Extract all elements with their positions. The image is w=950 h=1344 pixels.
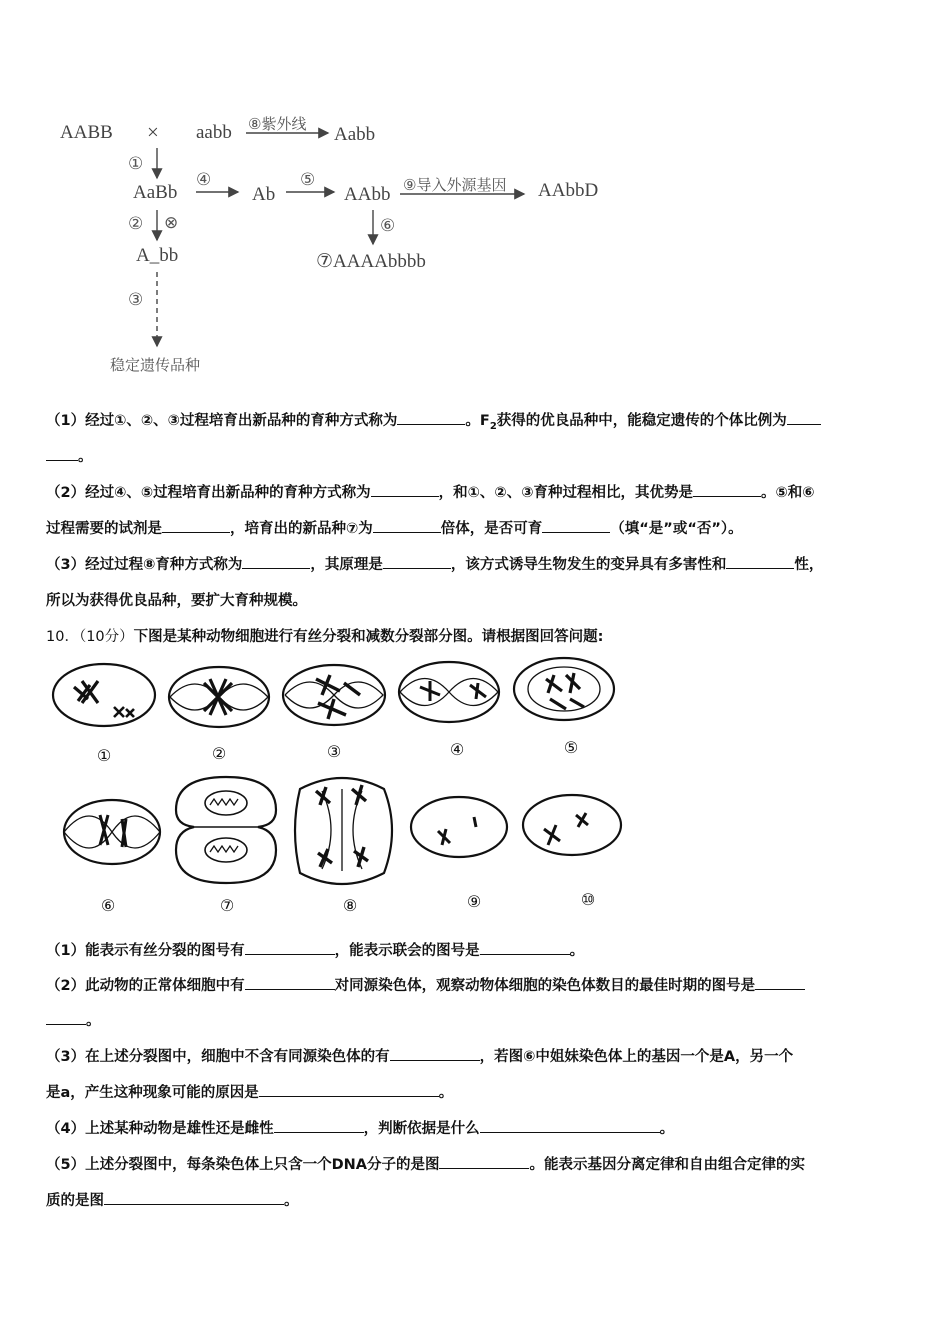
q10-part5-line1: （5）上述分裂图中，每条染色体上只含一个DNA分子的是图 。能表示基因分离定律和自由组合定律的实 xyxy=(46,1148,908,1183)
q10-blank-6[interactable] xyxy=(259,1082,439,1097)
cell-1 xyxy=(53,664,155,765)
q9-part3-line2: 所以为获得优良品种，要扩大育种规模。 xyxy=(46,593,307,609)
q9-blank-2[interactable] xyxy=(787,410,821,425)
q10-part2-line1: （2）此动物的正常体细胞中有 对同源染色体，观察动物体细胞的染色体数目的最佳时期的图号是 xyxy=(46,969,908,1004)
haploid-ab-label: Ab xyxy=(252,184,276,205)
cell-4 xyxy=(399,662,499,759)
cell-label-8: ⑧ xyxy=(342,896,358,915)
q10-blank-2[interactable] xyxy=(480,940,570,955)
parent-aabb-label: AABB xyxy=(60,122,113,143)
cell-label-3: ③ xyxy=(326,742,342,761)
q9-blank-4[interactable] xyxy=(693,482,761,497)
step3-label: ③ xyxy=(128,290,144,310)
q10-number: 10． xyxy=(46,629,79,645)
q10-blank-5[interactable] xyxy=(390,1046,480,1061)
q10-part3-line2: 是a，产生这种现象可能的原因是 。 xyxy=(46,1076,908,1111)
q9-part3-line1: （3）经过过程⑧育种方式称为 ，其原理是 ，该方式诱导生物发生的变异具有多害性和 性， xyxy=(46,548,908,583)
q9-part1-line1: （1）经过①、②、③过程培育出新品种的育种方式称为 。$F_2$获得的优良品种中，能稳定遗传的个体比例为 xyxy=(46,404,908,444)
selfing-icon: ⊗ xyxy=(164,213,179,233)
q9-blank-6[interactable] xyxy=(373,518,441,533)
q10-blank-1[interactable] xyxy=(245,940,335,955)
q10-blank-7[interactable] xyxy=(274,1118,364,1133)
step6-label: ⑥ xyxy=(380,216,396,236)
cell-label-7: ⑦ xyxy=(219,896,235,915)
step4-label: ④ xyxy=(196,170,212,190)
doubled-aabb-label: AAbb xyxy=(344,184,391,205)
q10-blank-3[interactable] xyxy=(245,975,335,990)
cell-8 xyxy=(295,778,392,915)
q10-part4: （4）上述某种动物是雄性还是雌性 ，判断依据是什么 。 xyxy=(46,1112,908,1147)
q9-blank-1[interactable] xyxy=(397,410,465,425)
cell-label-2: ② xyxy=(211,744,227,763)
scheme-arrows xyxy=(0,0,950,400)
cell-label-6: ⑥ xyxy=(100,896,116,915)
q9-part2-line1: （2）经过④、⑤过程培育出新品种的育种方式称为 ，和①、②、③育种过程相比，其优势是 。⑤和⑥ xyxy=(46,476,908,511)
q9-blank-3[interactable] xyxy=(371,482,439,497)
q10-blank-10[interactable] xyxy=(104,1190,284,1205)
q10-blank-9[interactable] xyxy=(439,1154,529,1169)
step9-label: ⑨导入外源基因 xyxy=(403,176,507,194)
q10-part2-line2: 。 xyxy=(46,1004,908,1039)
cell-7 xyxy=(176,777,276,915)
q9-blank-2-cont[interactable] xyxy=(46,446,78,461)
cell-10 xyxy=(523,795,621,909)
cell-label-1: ① xyxy=(96,746,112,765)
cell-9 xyxy=(411,797,507,911)
cell-label-9: ⑨ xyxy=(466,892,482,911)
f1-aabb-label: AaBb xyxy=(133,182,178,203)
tetraploid-label: ⑦AAAAbbbb xyxy=(316,251,426,272)
q9-blank-8[interactable] xyxy=(242,554,310,569)
q9-blank-9[interactable] xyxy=(383,554,451,569)
q10-stem: 10．（10分）下图是某种动物细胞进行有丝分裂和减数分裂部分图。请根据图回答问题: xyxy=(46,629,604,645)
step5-label: ⑤ xyxy=(300,170,316,190)
mutant-aabb-label: Aabb xyxy=(334,124,376,145)
parent-aabb2-label: aabb xyxy=(196,122,232,143)
q10-blank-4-cont[interactable] xyxy=(46,1010,86,1025)
q9-blank-7[interactable] xyxy=(542,518,610,533)
q10-part1: （1）能表示有丝分裂的图号有 ，能表示联会的图号是 。 xyxy=(46,934,908,969)
step2-label: ② xyxy=(128,214,144,234)
cell-label-5: ⑤ xyxy=(563,738,579,757)
transgenic-aabbd-label: AAbbD xyxy=(538,180,599,201)
q10-score: （10分） xyxy=(78,629,134,645)
q9-part1-line2: 。 xyxy=(46,440,908,475)
f2-abb-label: A_bb xyxy=(136,245,179,266)
q9-blank-10[interactable] xyxy=(726,554,794,569)
cell-5 xyxy=(514,658,614,757)
q10-blank-4[interactable] xyxy=(755,975,805,990)
cell-label-10: ⑩ xyxy=(580,890,596,909)
q9-part2-line2: 过程需要的试剂是 ，培育出的新品种⑦为 倍体，是否可育 （填“是”或“否”）。 xyxy=(46,512,908,547)
cell-3 xyxy=(283,665,385,761)
step1-label: ① xyxy=(128,154,144,174)
stable-variety-label: 稳定遗传品种 xyxy=(110,356,201,374)
cell-label-4: ④ xyxy=(449,740,465,759)
q10-blank-8[interactable] xyxy=(480,1118,660,1133)
cross-sign: × xyxy=(147,120,159,144)
q10-part5-line2: 质的是图 。 xyxy=(46,1184,908,1219)
cell-2 xyxy=(169,667,269,763)
cell-6 xyxy=(64,800,160,915)
q9-blank-5[interactable] xyxy=(162,518,230,533)
cell-division-figure xyxy=(0,655,950,925)
step8-label: ⑧紫外线 xyxy=(248,115,307,133)
q10-part3-line1: （3）在上述分裂图中，细胞中不含有同源染色体的有 ，若图⑥中姐妹染色体上的基因一个是A，另一个 xyxy=(46,1040,908,1075)
